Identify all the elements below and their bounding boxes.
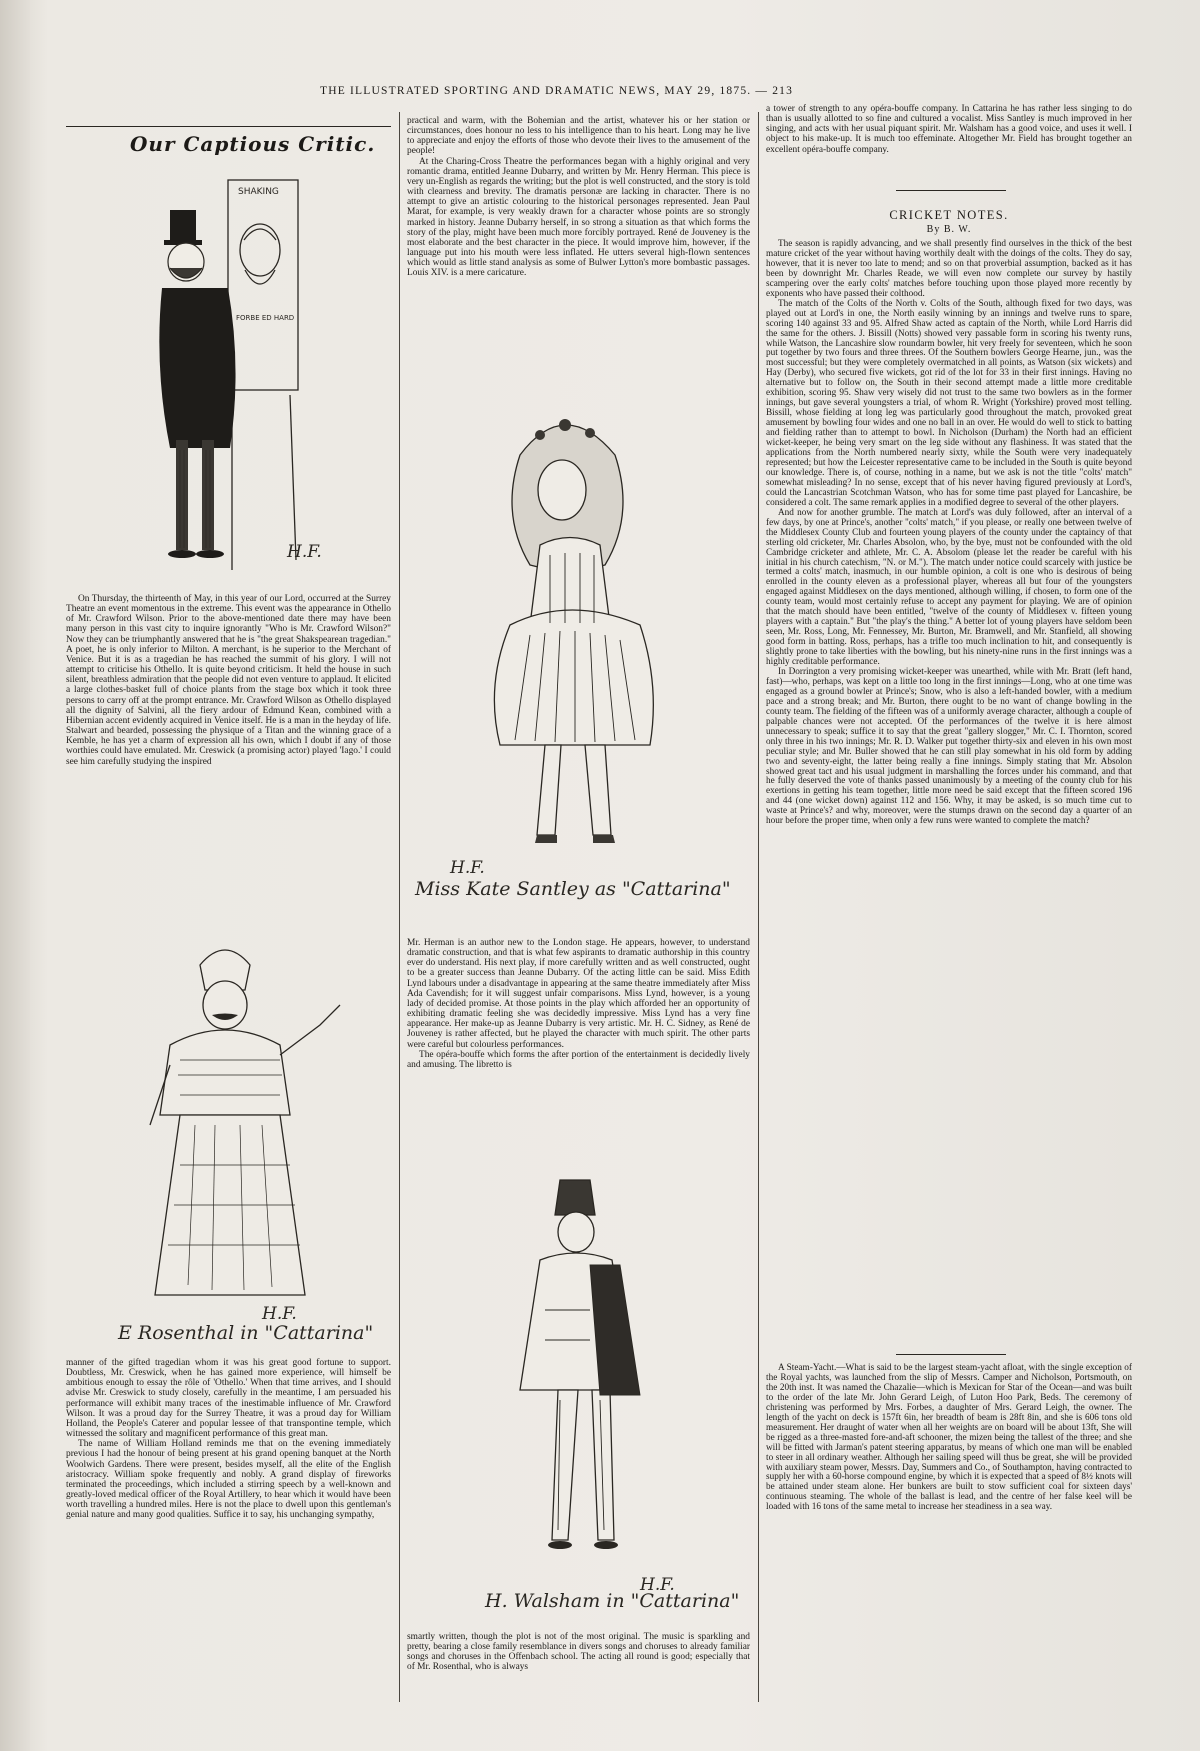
paragraph: The name of William Holland reminds me that on the evening immediately previous I had the honour of being present at his grand opening banquet at the North Woolwich Gardens. There were present, besides myself, all the elite of the English aristocracy. William spoke frequently and nobly. A grand display of fireworks terminated the proceedings, which included a stirring speech by a well-known and greatly-loved medical officer of the Royal Artillery, to hear which it would have been worth travelling a hundred miles. Here is not the place to dwell upon this gentleman's genial nature and many good qualities. Suffice it to say, his unchanging sympathy, <box>66 1439 391 1521</box>
paragraph: On Thursday, the thirteenth of May, in this year of our Lord, occurred at the Surrey Theatre an event momentous in the extreme. This event was the appearance in Othello of Mr. Crawford Wilson. Prior to the above-mentioned date there may have been many person in this vast city to inquire ignorantly "Who is Mr. Crawford Wilson?" Now they can be triumphantly answered that he is "the great Shakspearean tragedian." A poet, he is only inferior to Milton. A merchant, is he superior to the Merchant of Venice. But it is as a tragedian he has reached the summit of his glory. I will not attempt to criticise his Othello. It is quite beyond criticism. It held the house in such silent, breathless admiration that the people did not even venture to applaud. It elicited a large clothes-basket full of choice plants from the stage box which it took three persons to carry off at the prompt entrance. Mr. Crawford Wilson as Othello displayed all the dignity of Salvini, all the fiery ardour of Edmund Kean, combined with a Hibernian accent evidently acquired in Venice itself. He is a man in the heyday of life. Stalwart and bearded, possessing the physique of a Titan and the winning grace of a Kemble, he has yet a charm of expression all his own, which I doubt if any of those worthies could have emulated. Mr. Creswick (a promising actor) played 'Iago.' I could see him carefully studying the inspired <box>66 594 391 767</box>
right-column-text-2 <box>766 240 1132 827</box>
fez <box>555 1180 595 1215</box>
section-rule-2 <box>896 1354 1006 1355</box>
section-rule <box>896 190 1006 191</box>
illustration-2-signature: H.F. <box>262 1304 297 1324</box>
paragraph: manner of the gifted tragedian whom it was his great good fortune to support. Doubtless, Mr. Creswick, when he has gained more experience, will himself be ambitious enough to essay the rôle of 'Othello.' When that time arrives, and I should advise Mr. Creswick to study closely, carefully in the meantime, I am persuaded his performance will exhibit many traces of the inestimable influence of Mr. Crawford Wilson. It was a proud day for the Surrey Theatre, it was a proud day for William Holland, the People's Caterer and popular lessee of that transpontine temple, which witnessed the solitary and magnificent performance of this great man. <box>66 1358 391 1440</box>
column-title: Our Captious Critic. <box>130 132 376 156</box>
cricket-notes-byline: By B. W. <box>926 224 972 235</box>
illustration-kate-santley <box>470 395 680 875</box>
cricket-notes-title: CRICKET NOTES. <box>889 208 1009 222</box>
poster-frame <box>228 180 298 390</box>
paragraph: The opéra-bouffe which forms the after portion of the entertainment is decidedly lively and amusing. The libretto is <box>407 1049 750 1070</box>
column-divider-1 <box>399 112 400 1702</box>
walsham-face <box>558 1212 594 1252</box>
walsham-caption: H. Walsham in "Cattarina" <box>485 1590 740 1612</box>
striped-skirt <box>494 610 653 745</box>
illustration-3-signature: H.F. <box>450 858 485 878</box>
frock-coat <box>159 288 235 448</box>
paragraph: Mr. Herman is an author new to the London stage. He appears, however, to understand dramatic construction, and that is what few aspirants to dramatic authorship in this country ever do understand. His next play, if more carefully written and as well constructed, ought to be a greater success than Jeanne Dubarry. Of the acting little can be said. Miss Edith Lynd labours under a disadvantage in appearing at the same theatre immediately after Miss Ada Cavendish; for it will suggest unfair comparisons. Miss Lynd, however, is a young lady of decided promise. At those points in the play which afforded her an opportunity of exhibiting dramatic feeling she was decidedly impressive. Miss Lynd has a very fine appearance. Her make-up as Jeanne Dubarry is very artistic. Mr. H. C. Sidney, as René de Jouveney is rather affected, but he played the character with much spirit. The other parts were careful but colourless performances. <box>407 938 750 1050</box>
paragraph: The season is rapidly advancing, and we shall presently find ourselves in the thick of the best mature cricket of the year without having worthily dealt with the doings of the colts. They do say, however, that it is never too late to mend; and so on that proverbial assumption, backed as it has been by downright Mr. Charles Reade, we will even now complete our survey by hastily scampering over the early colts' matches before touching upon those played more recently by exponents who have passed their colthood. <box>766 239 1132 299</box>
illustration-4-signature: H.F. <box>640 1575 675 1595</box>
paragraph: smartly written, though the plot is not of the most original. The music is sparkling and pretty, bearing a close family resemblance in divers songs and choruses to already familiar songs and choruses in the Offenbach school. The acting all round is good; especially that of Mr. Rosenthal, who is always <box>407 1632 750 1673</box>
cape <box>160 1030 290 1115</box>
masthead: THE ILLUSTRATED SPORTING AND DRAMATIC NEWS, MAY 29, 1875. — 213 <box>320 85 794 97</box>
rosenthal-caption: E Rosenthal in "Cattarina" <box>118 1322 374 1344</box>
paragraph: practical and warm, with the Bohemian and the artist, whatever his or her station or circumstances, does honour no less to his intelligence than to his heart. Long may he live to appreciate and enjoy the efforts of those who devote their lives to the amusement of the people! <box>407 116 750 157</box>
paragraph: In Dorrington a very promising wicket-keeper was unearthed, while with Mr. Bratt (left hand, fast)—who, perhaps, was kept on a little too long in the first innings—Long, who at one time was engaged as a ground bowler at Prince's; Snow, who is also a left-handed bowler, with a medium pace and a strong break; and Mr. Burton, there ought to be no want of change bowling in the county team. The fielding of the fifteen was of a uniformly average character, although a couple of palpable chances were not accepted. Of the performances of the twelve it is here almost unnecessary to speak; suffice it to say that the great "gallery slogger," Mr. C. I. Thornton, scored only three in his two innings; Mr. R. D. Walker put together thirty-six and eleven in his own most peculiar style; and Mr. Buller showed that he can still play somewhat in his old form by adding two and seventy-eight, the latter being really a fine innings. Simply stating that Mr. Absolon showed great tact and his usual judgment in marshalling the forces under his command, and that he fully deserved the vote of thanks passed unanimously by a meeting of the county club for his exertions in getting his team together, little more need be said except that the fifteen scored 196 and 44 (one wicket down) against 112 and 156. Why, it may be asked, is so much time cut to waste at Prince's? and why, moreover, were the stumps drawn on the second day a quarter of an hour before the proper time, when only a few runs were wanted to complete the match? <box>766 666 1132 827</box>
illustration-critic-top-hat <box>140 170 310 585</box>
illustration-1-signature: H.F. <box>287 542 322 562</box>
santley-face <box>538 460 586 520</box>
right-column-text-1 <box>766 104 1132 155</box>
middle-column-text-2 <box>407 938 750 1070</box>
paragraph: At the Charing-Cross Theatre the performances began with a highly original and very romantic drama, entitled Jeanne Dubarry, and written by Mr. Henry Herman. This piece is very un-English as regards the writing; but the plot is well constructed, and the story is told with clearness and brevity. The dramatis personæ are lacking in character. There is no attempt to give an artistic colouring to the historical personages represented. Jean Paul Marat, for example, is very weakly drawn for a character whose points are so strongly marked in history. Jeanne Dubarry herself, in so strong a situation as that which forms the story of the play, might have been much more forcibly portrayed. René de Jouveney is the most elaborate and the best character in the piece. It would improve him, however, if the language put into his mouth were less inflated. He utters several high-flown sentences which would as little stand analysis as some of Bulwer Lytton's more bombastic passages. Louis XIV. is a mere caricature. <box>407 156 750 279</box>
santley-caption: Miss Kate Santley as "Cattarina" <box>415 878 731 900</box>
paragraph: And now for another grumble. The match at Lord's was duly followed, after an interval of a few days, by one at Prince's, another "colts' match," if you please, or really one between twelve of the Middlesex County Club and fourteen young players of the county under the captaincy of that sterling old cricketer, Mr. Charles Absolon, who, by the bye, must not be confounded with the old Cambridge cricketer and athlete, Mr. C. A. Absolom (please let the reader be careful with his initial in his church catechism, "N. or M."). The match under notice could scarcely with justice be termed a colts' match, inasmuch, in our humble opinion, a colt is one who is desirous of being enrolled in the county eleven as a professional player, whereas all but four of the youngsters engaged against Middlesex on the days mentioned, although willing, if chosen, to form one of the county team, would most certainly refuse to accept any payment for playing. We are of opinion that the match should have been entitled, "twelve of the county of Middlesex v. fifteen young players with a captain." But "the play's the thing." A better lot of young players have seldom been seen, Mr. Ross, Long, Mr. Fennessey, Mr. Burton, Mr. Bramwell, and Mr. Stanfield, all showing good form in batting. Ross, perhaps, has a trifle too much inclination to hit, and consequently is slightly prone to take liberties with the bowling, but his ninety-nine runs in the first innings was a highly creditable performance. <box>766 507 1132 668</box>
poster-text-top: SHAKING <box>238 187 279 197</box>
paragraph: The match of the Colts of the North v. Colts of the South, although fixed for two days, was played out at Lord's in one, the North easily winning by an innings and twelve runs to spare, scoring 140 against 33 and 95. Alfred Shaw acted as captain of the North, while Lord Harris did the same for the others. J. Bissill (Notts) showed very passable form in scoring his twenty runs, while Watson, the Lancashire slow roundarm bowler, hit very freely for seventeen, which he soon put together by two fours and three threes. Of the Southern bowlers George Hearne, jun., was the most successful; but they were completely overmatched in all points, as Watson (six wickets) and Hay (Derby), who secured five wickets, got rid of the lot for 33 in their first innings. Having no alternative but to follow on, the South in their second attempt made a little more creditable exhibition, scoring 95. Shaw very wisely did not trust to the same two bowlers as in the former innings, but gave several youngsters a trial, of whom R. Wright (Yorkshire) proved most telling. Bissill, whose fielding at long leg was particularly good throughout the match, provoked great amusement by bowling four wides and one no ball in an over. He would do well to stick to batting and fielding rather than to attempt to bowl. In Nicholson (Durham) the North had an efficient wicket-keeper, he being very smart on the leg side without any flashiness. It was stated that the applications from the North numbered nearly sixty, while the South were very inadequately represented; but how the Leicester representative came to be included in the South is quite beyond our knowledge. There is, of course, nothing in a name, but we ask is not the title "colts' match" somewhat misleading? In no sense, except that of his never having figured previously at Lord's, could the Lancastrian Scotchman Watson, who has for some time past played for Lancashire, be considered a colt. The same remark applies in a modified degree to several of the other players. <box>766 298 1132 508</box>
top-hat <box>170 210 196 242</box>
page-fold-shadow <box>0 0 30 1751</box>
column-divider-2 <box>758 112 759 1702</box>
paragraph: A Steam-Yacht.—What is said to be the largest steam-yacht afloat, with the single exception of the Royal yachts, was launched from the slip of Messrs. Camper and Nicholson, Portsmouth, on the 20th inst. It was named the Chazalie—which is Mexican for Star of the Ocean—and was built to the order of the late Mr. John Gerard Leigh, of Luton Hoo Park, Beds. The ceremony of christening was performed by Mrs. Forbes, a daughter of Mrs. Gerard Leigh, the owner. The length of the yacht on deck is 157ft 6in, her breadth of beam is 28ft 8in, and she is 606 tons old measurement. Her draught of water when all her weights are on board will be about 13ft, She will be rigged as a three-masted fore-and-aft schooner, the mizen being the tallest of the three; and she will be fitted with Jarman's patent steering apparatus, by means of which one man will be enabled to steer in all ordinary weather. Although her sailing speed will thus be great, she will be provided with auxiliary steam power, Messrs. Day, Summers and Co., of Southampton, having contracted to supply her with a 60-horse compound engine, by which it is expected that a speed of 8½ knots will be attained under steam alone. Her bunkers are built to stow sufficient coal for sixteen days' continuous steaming. The whole of the ballast is lead, and the centre of her false keel will be loaded with 16 tons of the same metal to increase her steadiness in a sea way. <box>766 1363 1132 1513</box>
paragraph: a tower of strength to any opéra-bouffe company. In Cattarina he has rather less singing to do than is usually allotted to so fine and cultured a vocalist. Miss Santley is much improved in her singing, and acts with her usual piquant spirit. Mr. Walsham has a good voice, and uses it well. I object to his make-up. It is much too effeminate. Altogether Mr. Field has brought together an excellent opéra-bouffe company. <box>766 104 1132 155</box>
left-column-top-rule <box>66 126 391 127</box>
middle-column-text-1 <box>407 116 750 279</box>
left-column-text-1 <box>66 594 391 767</box>
rosenthal-face <box>203 981 247 1029</box>
illustration-walsham <box>500 1170 670 1590</box>
middle-column-text-3 <box>407 1632 750 1673</box>
left-column-text-2 <box>66 1358 391 1521</box>
right-column-text-3 <box>766 1364 1132 1513</box>
illustration-rosenthal <box>140 935 370 1320</box>
poster-text-bottom: FORBE ED HARD <box>236 314 295 322</box>
